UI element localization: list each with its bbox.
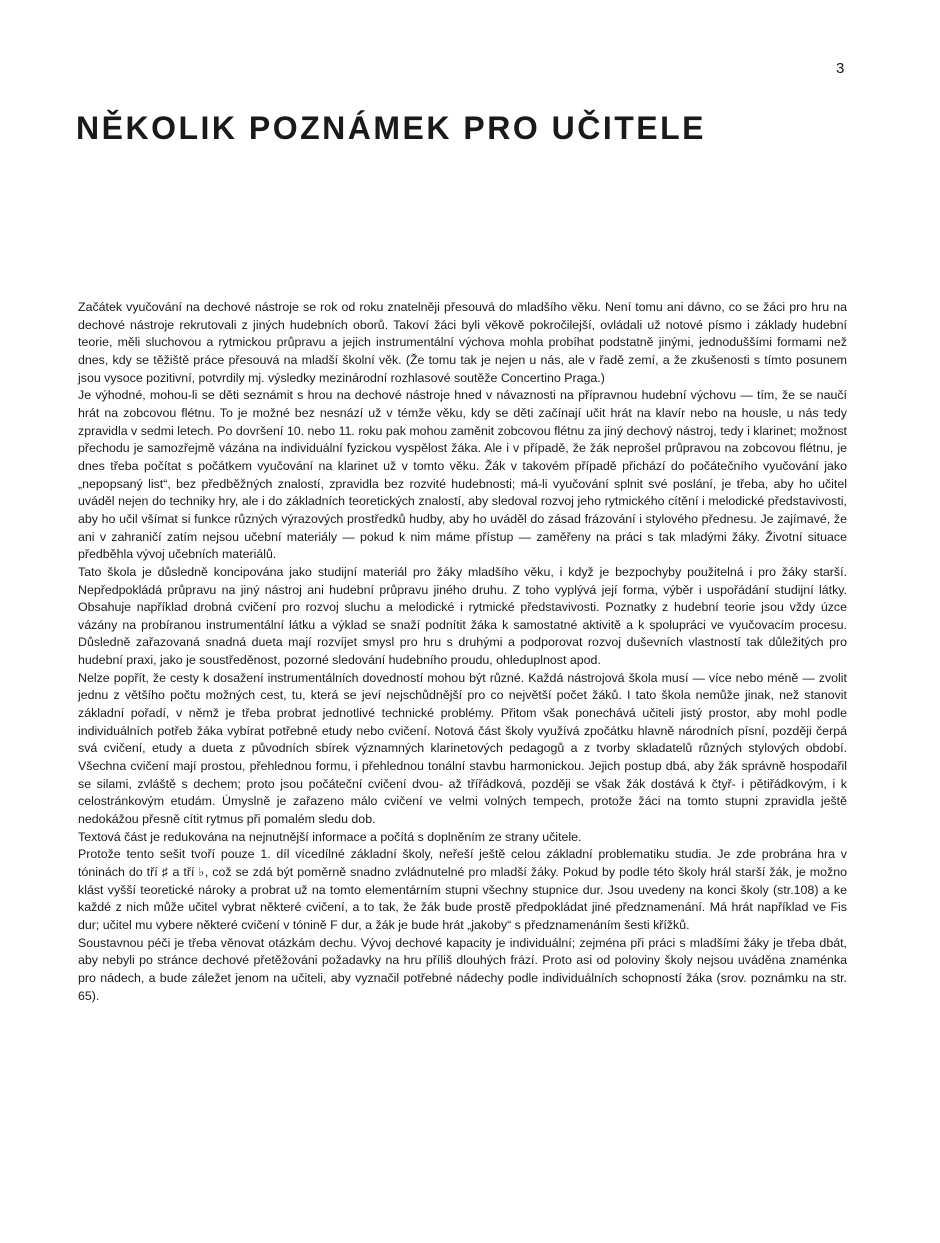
paragraph-keys: Protože tento sešit tvoří pouze 1. díl vícedílné základní školy, neřeší ještě celou základní problematiku studia. Je zde probrána hra v tóninách do tří ♯ a tří ♭, což se zdá být poměrně snadno zvládnutelné pro mladší žáky. Pokud by podle této školy hrál starší žák, je možno klást vyšší teoretické nároky a probrat už na tomto elementárním stupni všechny stupnice dur. Jsou uvedeny na konci školy (str.108) a ke každé z nich může učitel vybrat některé cvičení, a to tak, že žák bude prostě předpokládat jiné předznamenání. Má hrát například ve Fis dur; učitel mu vybere některé cvičení v tónině F dur, a žák je bude hrát „jakoby“ s předznamenáním šesti křížků. bbox=[78, 847, 847, 932]
body-text bbox=[78, 299, 847, 1005]
paragraph-school-concept: Tato škola je důsledně koncipována jako studijní materiál pro žáky mladšího věku, i když je bezpochyby použitelná i pro žáky starší. Nepředpokládá průpravu na jiný nástroj ani hudební průpravu jiného druhu. Z toho vyplývá její forma, výběr i uspořádání studijní látky. Obsahuje například drobná cvičení pro rozvoj sluchu a melodické i rytmické představivosti. Poznatky z hudební teorie jsou vždy úzce vázány na probíranou instrumentální látku a výklad se snaží podnítit žáka k samostatné aktivitě a k spolupráci ve vyučovacím procesu. Důsledně zařazovaná snadná dueta mají rozvíjet smysl pro hru s druhými a podporovat rozvoj duševních vlastností tak důležitých pro hudební praxi, jako je soustředěnost, pozorné sledování hudebního proudu, ohleduplnost apod. bbox=[78, 564, 847, 668]
page-number: 3 bbox=[836, 60, 845, 77]
paragraph-text-section: Textová část je redukována na nejnutnější informace a počítá s doplněním ze strany učitele. bbox=[78, 829, 582, 844]
paragraph-breathing: Soustavnou péči je třeba věnovat otázkám dechu. Vývoj dechové kapacity je individuální; zejména při práci s mladšími žáky je třeba dbát, aby nebyli po stránce dechové přetěžováni požadavky na hru příliš dlouhých frází. Proto asi od poloviny školy nejsou uváděna znaménka pro nádech, a bude záležet jenom na učiteli, aby vyznačil potřebné nádechy podle individuálních schopností žáka (srov. poznámku na str. 65). bbox=[78, 935, 847, 1003]
paragraph-methods: Nelze popřít, že cesty k dosažení instrumentálních dovedností mohou být různé. Každá nástrojová škola musí — více nebo méně — zvolit jednu z většího počtu možných cest, tu, která se jeví nejschůdnější pro co největší počet žáků. I tato škola nemůže jinak, než stanovit základní pořadí, v němž je třeba probrat jednotlivé technické problémy. Přitom však ponechává učiteli jistý prostor, aby mohl podle individuálních potřeb žáka vybírat potřebné etudy nebo cvičení. Notová část školy využívá zpočátku hlavně národních písní, později čerpá svá cvičení, etudy a dueta z původních sbírek významných klarinetových pedagogů a z tvorby skladatelů různých stylových období. Všechna cvičení mají prostou, přehlednou formu, i přehlednou tonální stavbu harmonickou. Jejich postup dbá, aby žák správně hospodařil se silami, zvláště s dechem; proto jsou počáteční cvičení dvou- až třířádková, později se však žák dostává k čtyř- i pětiřádkovým, i k celostránkovým etudám. Úmyslně je zařazeno málo cvičení ve velmi volných tempech, protože žáci na tomto stupni zpravidla ještě nedokážou přesně cítit rytmus při pomalém sledu dob. bbox=[78, 670, 847, 827]
paragraph-recorder-transition: Je výhodné, mohou-li se děti seznámit s hrou na dechové nástroje hned v návaznosti na přípravnou hudební výchovu — tím, že se naučí hrát na zobcovou flétnu. To je možné bez nesnází už v témže věku, kdy se děti začínají učit hrát na klavír nebo na housle, u nás tedy zpravidla v sedmi letech. Po dovršení 10. nebo 11. roku pak mohou zaměnit zobcovou flétnu za jiný dechový nástroj, tedy i klarinet; možnost přechodu je samozřejmě vázána na individuální fyzickou vyspělost žáka. Ale i v případě, že žák neprošel průpravou na zobcovou flétnu, je dnes třeba počítat s počátkem vyučování na klarinet už v tomto věku. Žák v takovém případě přichází do počátečního vyučování jako „nepopsaný list“, bez předběžných znalostí, zpravidla bez rozvité hudebnosti; má-li vyučování splnit své poslání, je třeba, aby ho učitel uváděl nejen do techniky hry, ale i do základních teoretických znalostí, aby sledoval rozvoj jeho rytmického cítění i melodické představivosti, aby ho učil všímat si funkce různých výrazových prostředků hudby, aby ho uváděl do zásad frázování i stylového přednesu. Je zajímavé, že ani v zahraničí zatím nejsou učební materiály — pokud k nim máme přístup — zaměřeny na práci s tak mladými žáky. Životní situace předběhla vývoj učebních materiálů. bbox=[78, 388, 847, 562]
paragraph-intro: Začátek vyučování na dechové nástroje se rok od roku znatelněji přesouvá do mladšího věku. Není tomu ani dávno, co se žáci pro hru na dechové nástroje rekrutovali z jiných hudebních oborů. Takoví žáci byli věkově pokročilejší, ovládali už notové písmo i základy hudební teorie, měli sluchovou a rytmickou průpravu a jejich instrumentální výchova mohla probíhat podstatně jinými, jednoduššími formami než dnes, kdy se těžiště práce přesouvá na mladší školní věk. (Že tomu tak je nejen u nás, ale v řadě zemí, a že zkušenosti s tímto posunem jsou vysoce pozitivní, potvrdily mj. výsledky mezinárodní rozhlasové soutěže Concertino Praga.) bbox=[78, 300, 847, 385]
page-title: NĚKOLIK POZNÁMEK PRO UČITELE bbox=[76, 110, 707, 146]
